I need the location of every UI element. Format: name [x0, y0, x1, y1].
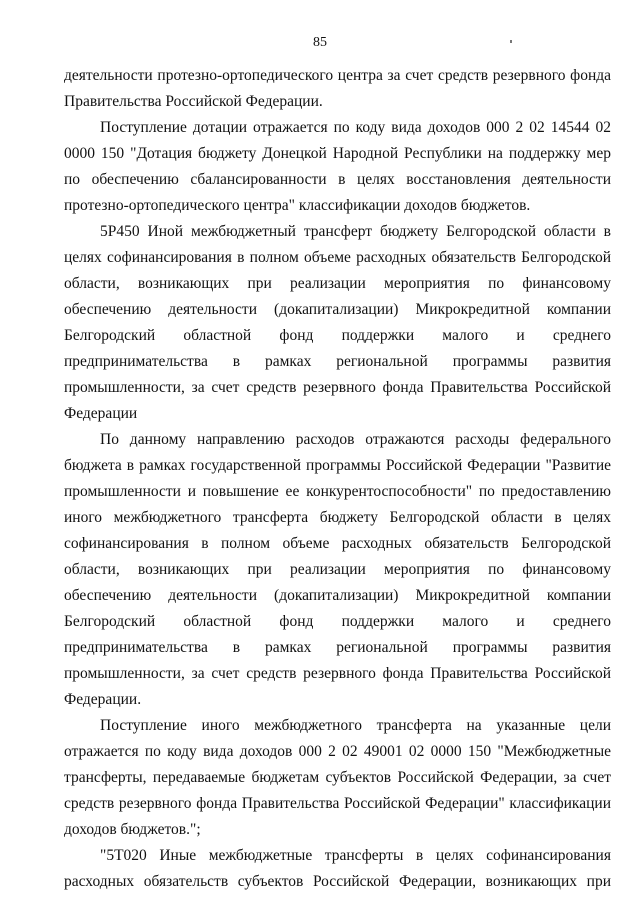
- document-body: [64, 63, 611, 895]
- paragraph-continuation: деятельности протезно-ортопедического центра за счет средств резервного фонда Правительства Российской Федерации.: [64, 67, 611, 110]
- paragraph-5t020-heading: "5Т020 Иные межбюджетные трансферты в целях софинансирования расходных обязательств субъектов Российской Федерации, возникающих при: [64, 847, 611, 890]
- page-number: 85: [313, 35, 327, 50]
- paragraph-dotation-receipt: Поступление дотации отражается по коду вида доходов 000 2 02 14544 02 0000 150 "Дотация бюджету Донецкой Народной Республики на поддержку мер по обеспечению сбалансированности в целях восстановления деятельности протезно-ортопедического центра" классификации доходов бюджетов.: [64, 119, 611, 214]
- paragraph-5p450-description: По данному направлению расходов отражаются расходы федерального бюджета в рамках государственной программы Российской Федерации "Развитие промышленности и повышение ее конкурентоспособности" по предоставлению иного межбюджетного трансферта бюджету Белгородской области в целях софинансирования в полном объеме расходных обязательств Белгородской области, возникающих при реализации мероприятия по финансовому обеспечению деятельности (докапитализации) Микрокредитной компании Белгородский областной фонд поддержки малого и среднего предпринимательства в рамках региональной программы развития промышленности, за счет средств резервного фонда Правительства Российской Федерации.: [64, 431, 611, 708]
- scan-speck: [510, 40, 512, 43]
- paragraph-transfer-receipt: Поступление иного межбюджетного трансферта на указанные цели отражается по коду вида доходов 000 2 02 49001 02 0000 150 "Межбюджетные трансферты, передаваемые бюджетам субъектов Российской Федерации, за счет средств резервного фонда Правительства Российской Федерации" классификации доходов бюджетов.";: [64, 717, 611, 838]
- paragraph-5p450-heading: 5Р450 Иной межбюджетный трансферт бюджету Белгородской области в целях софинансирования в полном объеме расходных обязательств Белгородской области, возникающих при реализации мероприятия по финансовому обеспечению деятельности (докапитализации) Микрокредитной компании Белгородский областной фонд поддержки малого и среднего предпринимательства в рамках региональной программы развития промышленности, за счет средств резервного фонда Правительства Российской Федерации: [64, 223, 611, 422]
